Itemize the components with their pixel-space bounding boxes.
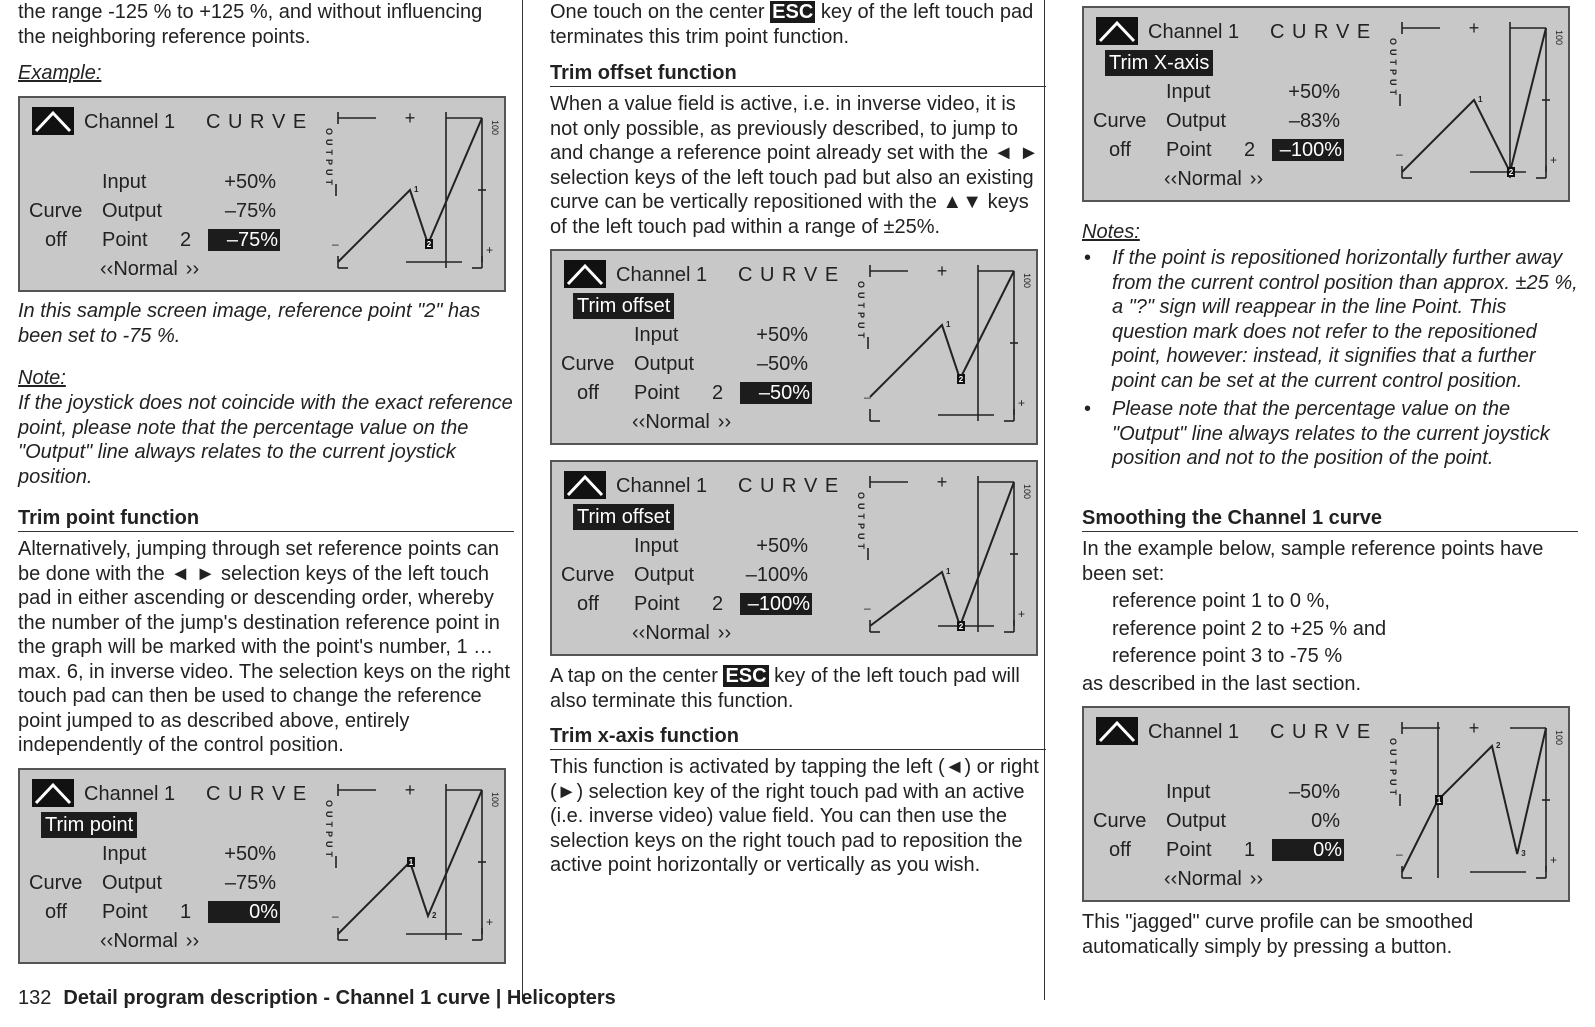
point-number: 2 [712, 593, 724, 615]
output-value: –100% [745, 564, 808, 586]
graph-axis-label: OUTPUT [1388, 738, 1398, 799]
point-number: 2 [712, 382, 724, 404]
graph-axis-label: OUTPUT [324, 800, 334, 861]
mode-badge: Trim point [41, 812, 137, 838]
point-label: 1 [414, 185, 419, 194]
note-text: If the joystick does not coincide with the exact reference point, please note that the percentage value on the "Output" line always relates to the current joystick position. [18, 392, 513, 488]
example-label: Example: [18, 62, 102, 84]
curve-logo-icon [564, 471, 606, 499]
curve-title: C U R V E [738, 264, 840, 286]
chevron-right-icon: ›› [717, 622, 732, 644]
point-label: 1 [946, 320, 951, 329]
point-value: –100% [740, 593, 812, 615]
point-label: 2 [432, 911, 437, 920]
point-label: Point [634, 593, 680, 615]
normal-label: Normal [113, 930, 178, 952]
graph-minus-label: – [1396, 847, 1403, 861]
esc-key-label: ESC [725, 665, 767, 687]
curve-off-value: off [45, 901, 67, 923]
graph-minus-label: – [332, 909, 339, 923]
input-label: Input [1166, 81, 1211, 103]
graph-plus-label: + [1550, 853, 1558, 867]
lcd-screen [18, 768, 506, 964]
channel-label: Channel 1 [616, 264, 708, 286]
chevron-left-icon: ‹‹ [1164, 868, 1178, 890]
chevron-right-icon: ›› [1249, 168, 1264, 190]
caption-text: In this sample screen image, reference point "2" has been set to -75 %. [18, 300, 481, 347]
point-number: 2 [180, 229, 192, 251]
graph-center-mark: + [404, 780, 416, 800]
chevron-left-icon: ‹‹ [632, 411, 646, 433]
lcd-screen [1082, 706, 1570, 902]
channel-label: Channel 1 [616, 475, 708, 497]
output-label: Output [1166, 810, 1227, 832]
curve-title: C U R V E [206, 111, 308, 133]
point-number: 1 [180, 901, 192, 923]
trim-offset-heading: Trim offset function [550, 61, 1046, 87]
page-footer [18, 986, 616, 1010]
point-label: Point [102, 229, 148, 251]
output-value: 0% [1311, 810, 1340, 832]
normal-selector [1164, 868, 1263, 890]
graph-axis-label: OUTPUT [856, 281, 866, 342]
curve-title: C U R V E [1270, 21, 1372, 43]
column-divider [522, 0, 523, 1000]
output-value: –50% [756, 353, 808, 375]
smoothing-text: In the example below, sample reference points have been set: reference point 1 to 0 %, reference point 2 to +25 % and reference point 3 to -75 % as described in the last section. [1082, 538, 1544, 695]
output-label: Output [1166, 110, 1227, 132]
input-label: Input [634, 535, 679, 557]
graph-minus-label: – [864, 390, 871, 404]
curve-graph [850, 251, 1036, 443]
output-label: Output [102, 872, 163, 894]
normal-label: Normal [1177, 168, 1242, 190]
curve-off-value: off [1109, 139, 1131, 161]
output-label: Output [634, 353, 695, 375]
lcd-screen [550, 249, 1038, 445]
point-label: Point [1166, 839, 1212, 861]
normal-selector [100, 930, 199, 952]
esc-intro: One touch on the center ESC key of the left touch pad terminates this trim point function. [550, 1, 1034, 48]
curve-line [1402, 28, 1546, 172]
notes-list [1082, 246, 1578, 471]
curve-off-value: off [577, 382, 599, 404]
chevron-left-icon: ‹‹ [100, 930, 114, 952]
trim-offset-text: When a value field is active, i.e. in inverse video, it is not only possible, as previously described, to jump to and change a reference point already set with the ◄ ► selection keys of the left touch pad but also an existing curve can be vertically repositioned with the ▲▼ keys of the left touch pad within a range of ±25%. [550, 93, 1039, 238]
curve-graph [1382, 708, 1568, 900]
normal-selector [100, 258, 199, 280]
curve-logo-icon [32, 107, 74, 135]
curve-status-label: Curve [561, 564, 615, 586]
closing-text: This "jagged" curve profile can be smoothed automatically simply by pressing a button. [1082, 911, 1474, 958]
point-label: 2 [1508, 168, 1514, 177]
curve-line [870, 271, 1014, 397]
input-value: –50% [1288, 781, 1340, 803]
point-label: 1 [1478, 95, 1483, 104]
curve-title: C U R V E [1270, 721, 1372, 743]
input-value: +50% [756, 535, 808, 557]
normal-selector [1164, 168, 1263, 190]
note-label: Note: [18, 367, 66, 389]
point-label: 2 [1496, 741, 1501, 750]
chevron-left-icon: ‹‹ [632, 622, 646, 644]
output-label: Output [102, 200, 163, 222]
trim-x-heading: Trim x-axis function [550, 724, 1046, 750]
channel-label: Channel 1 [84, 111, 176, 133]
curve-status-label: Curve [29, 200, 83, 222]
graph-center-mark: + [936, 261, 948, 281]
point-value: –100% [1272, 139, 1344, 161]
intro-text: the range -125 % to +125 %, and without influencing the neighboring reference points. [18, 1, 483, 48]
graph-100-label: 100 [1554, 730, 1564, 746]
point-label: 2 [958, 622, 964, 631]
point-label: 3 [1521, 849, 1526, 858]
graph-axis-label: OUTPUT [856, 492, 866, 553]
curve-line [870, 482, 1014, 626]
curve-logo-icon [32, 779, 74, 807]
normal-label: Normal [1177, 868, 1242, 890]
trim-point-text: Alternatively, jumping through set reference points can be done with the ◄ ► selection keys of the left touch pad in either ascending or descending order, whereby the number of the jump's destination reference point in the graph will be marked with the point's number, 1 … max. 6, in inverse video. The selection keys on the right touch pad can then be used to change the reference point jumped to as described above, entirely independently of the control position. [18, 538, 511, 756]
esc-tap-text: A tap on the center ESC key of the left touch pad will also terminate this function. [550, 665, 1020, 712]
graph-100-label: 100 [490, 120, 500, 136]
input-label: Input [634, 324, 679, 346]
curve-status-label: Curve [561, 353, 615, 375]
point-label: Point [634, 382, 680, 404]
point-value: –50% [740, 382, 812, 404]
normal-selector [632, 622, 731, 644]
graph-100-label: 100 [1022, 273, 1032, 289]
esc-key-label: ESC [772, 1, 814, 23]
graph-center-mark: + [1468, 718, 1480, 738]
input-value: +50% [756, 324, 808, 346]
point-label: 1 [946, 567, 951, 576]
graph-plus-label: + [1018, 607, 1026, 621]
point-label: 1 [408, 858, 414, 867]
list-item: • If the point is repositioned horizontally further away from the current control position than approx. ±25 %, a "?" sign will reappear in the line Point. This question mark does not refer to the repositioned point, however: instead, it signifies that a further point can be set at the current control position. [1082, 246, 1578, 393]
graph-plus-label: + [1018, 396, 1026, 410]
graph-minus-label: – [864, 601, 871, 615]
list-item: • Please note that the percentage value on the "Output" line always relates to the current joystick position and not to the position of the point. [1082, 397, 1578, 471]
curve-graph [318, 98, 504, 290]
point-number: 1 [1244, 839, 1256, 861]
curve-logo-icon [564, 260, 606, 288]
lcd-screen [18, 96, 506, 292]
footer-title: Detail program description - Channel 1 curve | Helicopters [63, 987, 616, 1009]
graph-axis-label: OUTPUT [1388, 38, 1398, 99]
input-value: +50% [224, 171, 276, 193]
lcd-screen [550, 460, 1038, 656]
mode-badge: Trim X-axis [1105, 50, 1213, 76]
normal-label: Normal [645, 411, 710, 433]
output-label: Output [634, 564, 695, 586]
notes-label: Notes: [1082, 221, 1140, 243]
graph-plus-label: + [1550, 153, 1558, 167]
normal-label: Normal [113, 258, 178, 280]
channel-label: Channel 1 [84, 783, 176, 805]
mode-badge: Trim offset [573, 504, 674, 530]
input-label: Input [1166, 781, 1211, 803]
point-label: Point [102, 901, 148, 923]
graph-plus-label: + [486, 243, 494, 257]
mode-badge: Trim offset [573, 293, 674, 319]
point-number: 2 [1244, 139, 1256, 161]
input-value: +50% [224, 843, 276, 865]
chevron-right-icon: ›› [185, 258, 200, 280]
output-value: –75% [224, 200, 276, 222]
graph-center-mark: + [404, 108, 416, 128]
output-value: –83% [1288, 110, 1340, 132]
curve-status-label: Curve [1093, 810, 1147, 832]
curve-title: C U R V E [206, 783, 308, 805]
trim-x-text: This function is activated by tapping the left (◄) or right (►) selection key of the right touch pad with an active (i.e. inverse video) value field. You can then use the selection keys on the right touch pad to reposition the active point horizontally or vertically as you wish. [550, 756, 1039, 876]
input-label: Input [102, 843, 147, 865]
graph-minus-label: – [332, 237, 339, 251]
output-value: –75% [224, 872, 276, 894]
curve-graph [1382, 8, 1568, 200]
trim-point-heading: Trim point function [18, 506, 514, 532]
input-label: Input [102, 171, 147, 193]
graph-center-mark: + [1468, 18, 1480, 38]
chevron-right-icon: ›› [717, 411, 732, 433]
graph-100-label: 100 [490, 792, 500, 808]
curve-status-label: Curve [1093, 110, 1147, 132]
point-value: –75% [208, 229, 280, 251]
chevron-right-icon: ›› [185, 930, 200, 952]
graph-100-label: 100 [1554, 30, 1564, 46]
curve-line [338, 118, 482, 262]
chevron-left-icon: ‹‹ [1164, 168, 1178, 190]
channel-label: Channel 1 [1148, 721, 1240, 743]
point-label: 1 [1436, 796, 1442, 805]
point-label: 2 [426, 240, 432, 249]
point-value: 0% [208, 901, 280, 923]
curve-status-label: Curve [29, 872, 83, 894]
chevron-left-icon: ‹‹ [100, 258, 114, 280]
curve-graph [850, 462, 1036, 654]
curve-logo-icon [1096, 717, 1138, 745]
input-value: +50% [1288, 81, 1340, 103]
curve-title: C U R V E [738, 475, 840, 497]
point-value: 0% [1272, 839, 1344, 861]
graph-plus-label: + [486, 915, 494, 929]
smoothing-heading: Smoothing the Channel 1 curve [1082, 506, 1578, 532]
graph-100-label: 100 [1022, 484, 1032, 500]
lcd-screen [1082, 6, 1570, 202]
normal-selector [632, 411, 731, 433]
channel-label: Channel 1 [1148, 21, 1240, 43]
chevron-right-icon: ›› [1249, 868, 1264, 890]
normal-label: Normal [645, 622, 710, 644]
graph-axis-label: OUTPUT [324, 128, 334, 189]
point-label: Point [1166, 139, 1212, 161]
curve-logo-icon [1096, 17, 1138, 45]
curve-off-value: off [45, 229, 67, 251]
curve-off-value: off [1109, 839, 1131, 861]
curve-graph [318, 770, 504, 962]
graph-minus-label: – [1396, 147, 1403, 161]
point-label: 2 [958, 375, 964, 384]
graph-center-mark: + [936, 472, 948, 492]
curve-off-value: off [577, 593, 599, 615]
page-number: 132 [18, 987, 52, 1009]
